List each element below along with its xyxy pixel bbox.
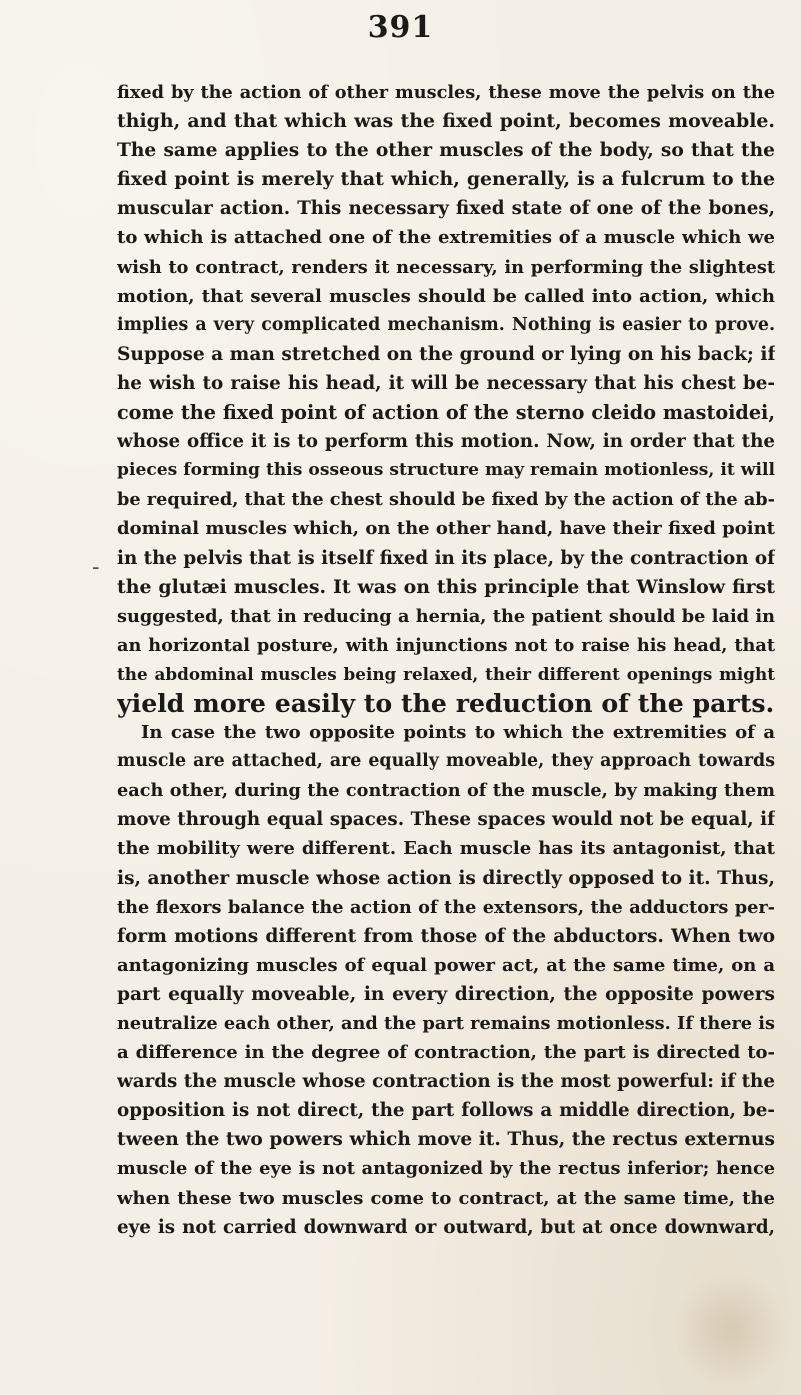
text-line: muscular action. This necessary fixed state of one of the bones, [117, 198, 775, 220]
text-line: whose office it is to perform this motion. Now, in order that the [117, 431, 775, 453]
text-line: The same applies to the other muscles of the body, so that the [117, 140, 775, 162]
text-line: a difference in the degree of contraction, the part is directed to- [117, 1042, 775, 1064]
text-line: wish to contract, renders it necessary, in performing the slightest [117, 256, 775, 278]
text-line: the abdominal muscles being relaxed, their different openings might [117, 663, 775, 684]
text-line: neutralize each other, and the part remains motionless. If there is [117, 1013, 775, 1034]
text-line: tween the two powers which move it. Thus, the rectus externus [117, 1129, 775, 1151]
text-line: dominal muscles which, on the other hand, have their fixed point [117, 518, 775, 540]
text-line: Suppose a man stretched on the ground or lying on his back; if [117, 343, 775, 365]
text-line: come the fixed point of action of the sterno cleido mastoidei, [117, 401, 775, 425]
text-line: move through equal spaces. These spaces would not be equal, if [117, 809, 775, 831]
text-line: he wish to raise his head, it will be necessary that his chest be- [117, 372, 775, 394]
text-line: implies a very complicated mechanism. Nothing is easier to prove. [117, 314, 775, 335]
text-line: opposition is not direct, the part follows a middle direction, be- [117, 1100, 775, 1122]
text-line: yield more easily to the reduction of the parts. [117, 688, 775, 718]
body-text [117, 78, 775, 1242]
text-line: thigh, and that which was the fixed point, becomes moveable. [117, 110, 775, 133]
text-line: form motions different from those of the abductors. When two [117, 925, 775, 947]
text-line: to which is attached one of the extremities of a muscle which we [117, 227, 775, 249]
text-line: the glutæi muscles. It was on this principle that Winslow first [117, 575, 775, 598]
text-line: be required, that the chest should be fixed by the action of the ab- [117, 489, 775, 511]
text-line: part equally moveable, in every direction, the opposite powers [117, 983, 775, 1005]
text-line: in the pelvis that is itself fixed in its place, by the contraction of [117, 547, 775, 569]
text-line: muscle are attached, are equally moveable, they approach towards [117, 751, 775, 772]
text-line: pieces forming this osseous structure may remain motionless, it will [117, 460, 775, 481]
page-number: 391 [367, 10, 434, 45]
text-line: suggested, that in reducing a hernia, the patient should be laid in [117, 605, 775, 627]
text-line: fixed point is merely that which, generally, is a fulcrum to the [117, 168, 775, 191]
text-line: wards the muscle whose contraction is the most powerful: if the [117, 1071, 775, 1093]
text-line: is, another muscle whose action is directly opposed to it. Thus, [117, 867, 775, 889]
text-line: muscle of the eye is not antagonized by the rectus inferior; hence [117, 1158, 775, 1180]
margin-mark: - [92, 555, 100, 580]
text-line: motion, that several muscles should be called into action, which [117, 285, 775, 307]
text-line: when these two muscles come to contract, at the same time, the [117, 1187, 775, 1209]
text-line: fixed by the action of other muscles, these move the pelvis on the [117, 82, 775, 103]
text-line: antagonizing muscles of equal power act, at the same time, on a [117, 954, 775, 976]
text-line: In case the two opposite points to which the extremities of a [141, 722, 775, 744]
text-line: eye is not carried downward or outward, but at once downward, [117, 1216, 775, 1238]
paper-stain [671, 1275, 791, 1385]
text-line: the mobility were different. Each muscle has its antagonist, that [117, 838, 775, 860]
text-line: an horizontal posture, with injunctions not to raise his head, that [117, 634, 775, 656]
text-line: each other, during the contraction of the muscle, by making them [117, 780, 775, 802]
text-line: the flexors balance the action of the extensors, the adductors per- [117, 896, 775, 918]
